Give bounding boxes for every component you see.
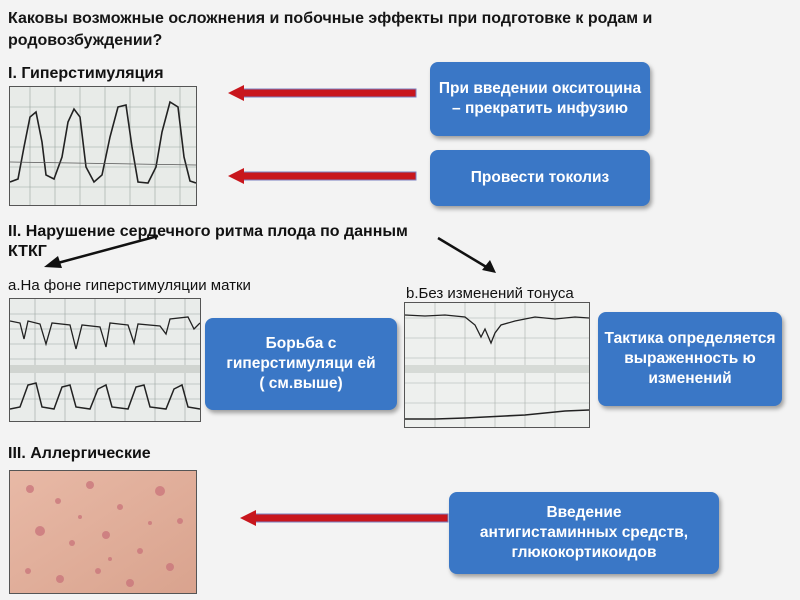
subsection-a: a.На фоне гиперстимуляции матки bbox=[8, 277, 251, 294]
arrow-down-right-icon bbox=[436, 236, 500, 276]
antihistamine-box bbox=[449, 492, 719, 574]
antihistamine-text: Введение антигистаминных средств, глюкокортикоидов bbox=[479, 504, 689, 561]
tocolysis-box bbox=[430, 150, 650, 206]
arrow-left-icon bbox=[228, 167, 418, 185]
section-hyperstimulation: I. Гиперстимуляция bbox=[8, 65, 164, 82]
stop-oxytocin-box bbox=[430, 62, 650, 136]
ctg-with-hyperstimulation-image bbox=[9, 298, 201, 422]
section-allergic: III. Аллергические bbox=[8, 445, 151, 462]
subsection-b: b.Без изменений тонуса bbox=[406, 285, 574, 302]
fight-hyperstimulation-box bbox=[205, 318, 397, 410]
ctg-hyperstimulation-image bbox=[9, 86, 197, 206]
slide-title: Каковы возможные осложнения и побочные эффекты при подготовке к родам и родовозбуждении? bbox=[8, 10, 653, 49]
fight-hyperstimulation-text: Борьба с гиперстимуляци ей ( см.выше) bbox=[226, 335, 376, 392]
tactics-box bbox=[598, 312, 782, 406]
stop-oxytocin-text: При введении окситоцина – прекратить инфузию bbox=[438, 80, 642, 117]
section-fhr-disorder: II. Нарушение сердечного ритма плода по данным КТКГ bbox=[8, 223, 408, 260]
allergic-rash-image bbox=[9, 470, 197, 594]
arrow-left-icon bbox=[240, 509, 450, 527]
arrow-down-left-icon bbox=[40, 234, 160, 270]
ctg-without-tone-change-image bbox=[404, 302, 590, 428]
tactics-text: Тактика определяется выраженность ю изменений bbox=[604, 330, 776, 387]
arrow-left-icon bbox=[228, 84, 418, 102]
tocolysis-text: Провести токолиз bbox=[470, 169, 610, 186]
